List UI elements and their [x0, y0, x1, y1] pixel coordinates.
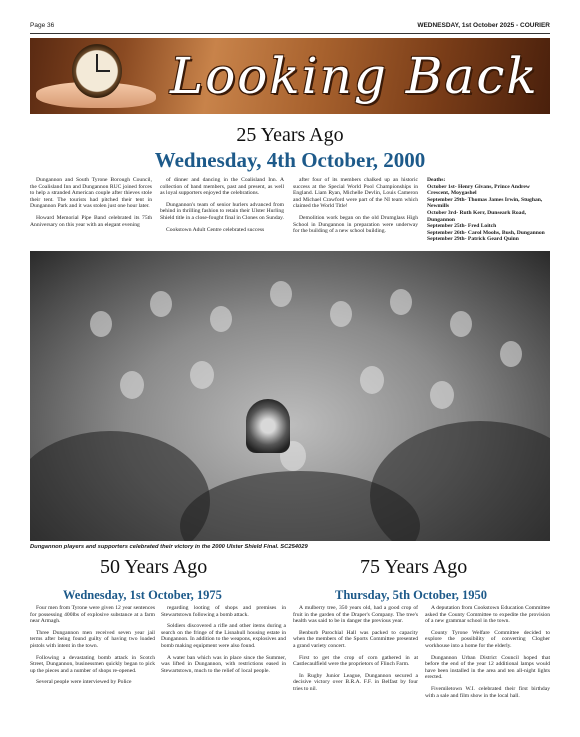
heading-75-years: 75 Years Ago: [360, 556, 468, 578]
article-paragraph: Demolition work began on the old Drumglass High School in Dungannon in preparation were underway for the building of a new school building.: [293, 214, 418, 235]
column-2000-2: [160, 177, 284, 238]
article-paragraph: Soldiers discovered a rifle and other items during a search on the fringe of the Lisnahull housing estate in Dungannon. In addition to the weapons, explosives and bomb making equipment were also found.: [161, 623, 286, 649]
photo-shape: [390, 289, 412, 315]
article-paragraph: Dungannon's team of senior hurlers advanced from behind in thrilling fashion to retain their Ulster Hurling Shield title in a close-fought final in Clones on Sunday.: [160, 201, 284, 221]
team-celebration-photo: [30, 251, 550, 541]
column-1950-2: [425, 605, 550, 704]
article-paragraph: after four of its members chalked up an historic success at the Special World Pool Championships in England. Liam Ryan, Michelle Devlin, Louis Cameron and Michael Crawford were part of the NI team which claimed the World Title!: [293, 177, 418, 210]
column-2000-1: [30, 177, 152, 233]
article-paragraph: First to get the crop of corn gathered in at Castlecaulfield were the proprietors of Flinch Farm.: [293, 654, 418, 668]
article-paragraph: Following a devastating bomb attack in Scotch Street, Dungannon, businessmen quickly began to pick up the pieces and a number of shops re-opened.: [30, 654, 155, 674]
deaths-heading: Deaths:: [427, 177, 446, 183]
heading-date-1975: Wednesday, 1st October, 1975: [63, 588, 222, 602]
photo-shape: [430, 381, 454, 409]
page-header: [30, 22, 550, 32]
photo-shape: [330, 301, 352, 327]
edition-line: WEDNESDAY, 1st October 2025 - COURIER: [417, 22, 550, 29]
article-paragraph: of dinner and dancing in the Coalisland Inn. A collection of band members, past and present, as well as loyal supporters enjoyed the celebrations.: [160, 177, 284, 197]
trophy-shield: [246, 399, 290, 453]
column-2000-3: [293, 177, 418, 240]
clock-icon: [72, 44, 122, 98]
photo-caption: Dungannon players and supporters celebrated their victory in the 2000 Ulster Shield Final. SC254029: [30, 544, 308, 550]
article-paragraph: Four men from Tyrone were given 12 year sentences for possessing 400lbs of explosive substance at a farm near Armagh.: [30, 605, 155, 625]
photo-shape: [190, 361, 214, 389]
article-paragraph: Benburb Parochial Hall was packed to capacity when the members of the Sports Committee presented a grand variety concert.: [293, 629, 418, 649]
article-paragraph: Three Dungannon men received seven year jail terms after being found guilty of having two loaded pistols with intent in the town.: [30, 629, 155, 649]
photo-shape: [210, 306, 232, 332]
article-paragraph: County Tyrone Welfare Committee decided to explore the possibility of converting Clogher workhouse into a home for the elderly.: [425, 629, 550, 649]
column-1950-1: [293, 605, 418, 698]
banner-title: Looking Back: [170, 47, 539, 105]
article-paragraph: A deputation from Cookstown Education Committee asked the County Committee to expedite the provision of a new grammar school in the town.: [425, 605, 550, 625]
page-number: Page 36: [30, 22, 55, 29]
heading-date-1950: Thursday, 5th October, 1950: [335, 588, 487, 602]
deaths-list: [427, 177, 550, 243]
article-paragraph: Dungannon and South Tyrone Borough Council, the Coalisland Inn and Dungannon RUC joined forces to help a stranded American couple after thieves stole their tent. The tourists had pitched their tent in Dungannon Park and it was stolen just one hour later.: [30, 177, 152, 210]
photo-shape: [270, 281, 292, 307]
death-notice: September 29th- Patrick Geard Quinn: [427, 236, 519, 243]
article-paragraph: Fivemiletown W.I. celebrated their first birthday with a sale and film show in the local hall.: [425, 685, 550, 699]
death-notice: September 26th- Carol Moohs, Bush, Dungannon: [427, 229, 545, 236]
photo-shape: [450, 311, 472, 337]
article-paragraph: A mulberry tree, 350 years old, had a good crop of fruit in the garden of the Draper's Company. The tree's health was said to be in danger the previous year.: [293, 605, 418, 625]
article-paragraph: A water ban which was in place since the Summer, was lifted in Dungannon, with restrictions eased in Stewartstown, much to the relief of local people.: [161, 654, 286, 674]
photo-shape: [120, 371, 144, 399]
heading-25-years: 25 Years Ago: [236, 124, 344, 146]
article-paragraph: Several people were interviewed by Police: [36, 679, 132, 686]
photo-shape: [360, 366, 384, 394]
column-1975-1: [30, 605, 155, 691]
looking-back-banner: [30, 38, 550, 114]
header-rule: [30, 33, 550, 34]
photo-shape: [90, 311, 112, 337]
death-notice: October 3rd- Ruth Kerr, Dunseark Road, Dungannon: [427, 209, 526, 223]
heading-date-2000: Wednesday, 4th October, 2000: [154, 148, 426, 172]
article-paragraph: Dungannon Urban District Council hoped that before the end of the year 12 additional lamps would have been installed in the area and ten all-night lights erected.: [425, 654, 550, 681]
heading-50-years: 50 Years Ago: [100, 556, 208, 578]
article-paragraph: Howard Memorial Pipe Band celebrated its 75th Anniversary on this year with an elegant evening: [30, 214, 152, 228]
article-paragraph: regarding looting of shops and premises in Stewartstown following a bomb attack.: [161, 605, 286, 618]
death-notice: September 29th- Thomas James Irwin, Stughan, Newmills: [427, 196, 543, 210]
column-1975-2: [161, 605, 286, 679]
photo-shape: [150, 291, 172, 317]
article-paragraph: Cookstown Adult Centre celebrated success: [166, 226, 265, 233]
photo-shape: [500, 341, 522, 367]
death-notice: September 25th- Fred Loitch: [427, 223, 497, 230]
article-paragraph: In Rugby Junior League, Dungannon secured a decisive victory over B.R.A. F.F. in Belfast by four tries to nil.: [293, 672, 418, 692]
death-notice: October 1st- Henry Givans, Prince Andrew Crescent, Moygashel: [427, 183, 530, 197]
